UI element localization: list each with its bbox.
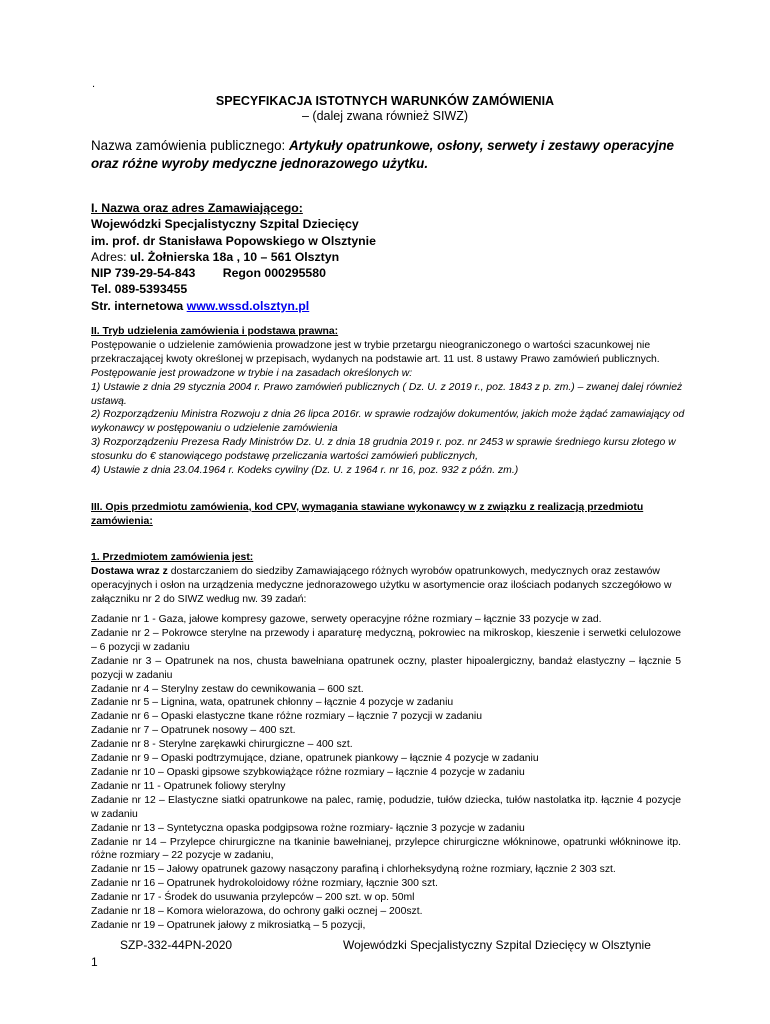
task-item: Zadanie nr 2 – Pokrowce sterylne na przewody i aparaturę medyczną, pokrowiec na mikroskop, kieszenie i serwetki celulozowe – 6 pozycji w zadaniu [91, 627, 681, 653]
order-name [91, 137, 691, 173]
section-2-intro: Postępowanie jest prowadzone w trybie i na zasadach określonych w: [91, 367, 413, 379]
website-link[interactable]: www.wssd.olsztyn.pl [186, 298, 310, 313]
task-item: Zadanie nr 15 – Jałowy opatrunek gazowy nasączony parafiną i chlorheksydyną rożne rozmiary, łącznie 2 303 szt. [91, 864, 616, 876]
document-title: SPECYFIKACJA ISTOTNYCH WARUNKÓW ZAMÓWIENIA [215, 94, 555, 108]
task-item: Zadanie nr 5 – Lignina, wata, opatrunek chłonny – łącznie 4 pozycje w zadaniu [91, 697, 454, 709]
stray-dot: . [92, 78, 96, 90]
delivery-paragraph [91, 565, 691, 607]
task-list [91, 613, 681, 933]
website-label: Str. internetowa [91, 298, 187, 313]
legal-basis-item: 2) Rozporządzeniu Ministra Rozwoju z dnia 26 lipca 2016r. w sprawie rodzajów dokumentów, jakich może żądać zamawiający od wykonawcy w postępowaniu o udzielenie zamówienia [91, 409, 685, 435]
task-item: Zadanie nr 12 – Elastyczne siatki opatrunkowe na palec, ramię, podudzie, tułów dziecka, tułów nastolatka itp. łącznie 4 pozycje w zadaniu [91, 794, 681, 820]
task-item: Zadanie nr 1 - Gaza, jałowe kompresy gazowe, serwety operacyjne różne rozmiary – łącznie 33 pozycje w zad. [91, 614, 602, 625]
order-name-value: Artykuły opatrunkowe, osłony, serwety i zestawy operacyjne oraz różne wyroby medyczne jednorazowego użytku. [91, 138, 675, 171]
delivery-bold: Dostawa wraz z [91, 565, 168, 577]
page-number: 1 [91, 955, 98, 969]
task-item: Zadanie nr 4 – Sterylny zestaw do cewnikowania – 600 szt. [91, 683, 364, 695]
task-item: Zadanie nr 13 – Syntetyczna opaska podgipsowa rożne rozmiary- łącznie 3 pozycje w zadaniu [91, 822, 525, 834]
section-1-heading: I. Nazwa oraz adres Zamawiającego: [91, 201, 303, 215]
section-3-subject [91, 551, 691, 607]
section-2-procedure [91, 325, 691, 478]
task-item: Zadanie nr 18 – Komora wielorazowa, do ochrony gałki ocznej – 200szt. [91, 906, 423, 918]
section-3-1-heading: 1. Przedmiotem zamówienia jest: [91, 552, 254, 563]
section-3-heading: III. Opis przedmiotu zamówienia, kod CPV, wymagania stawiane wykonawcy w z związku z realizacją przedmiotu zamówienia: [91, 502, 644, 527]
address-label: Adres: [91, 249, 130, 264]
org-address [91, 249, 691, 265]
order-name-label: Nazwa zamówienia publicznego: [91, 138, 286, 153]
task-item: Zadanie nr 3 – Opatrunek na nos, chusta bawełniana opatrunek oczny, plaster hipoalergiczny, bandaż elastyczny – łącznie 5 pozycji w zadaniu [91, 655, 681, 681]
section-2-paragraph: Postępowanie o udzielenie zamówienia prowadzone jest w trybie przetargu nieograniczonego o wartości szacunkowej nie przekraczającej kwoty określonej w przepisach, wydanych na podstawie art. 11 ust. 8 ustawy Prawo zamówień publicznych. [91, 339, 660, 365]
org-nip-regon: NIP 739-29-54-843 Regon 000295580 [91, 266, 326, 281]
task-item: Zadanie nr 6 – Opaski elastyczne tkane różne rozmiary – łącznie 7 pozycji w zadaniu [91, 711, 482, 723]
section-1-contracting-authority [91, 200, 691, 314]
legal-basis-item: 4) Ustawie z dnia 23.04.1964 r. Kodeks cywilny (Dz. U. z 1964 r. nr 16, poz. 932 z późn. zm.) [91, 465, 519, 477]
legal-basis-item: 3) Rozporządzeniu Prezesa Rady Ministrów Dz. U. z dnia 18 grudnia 2019 r. poz. nr 2453 w sprawie średniego kursu złotego w stosunku do € stanowiącego podstawę przeliczania wartości zamówień publicznych, [91, 437, 676, 463]
org-patron: im. prof. dr Stanisława Popowskiego w Olsztynie [91, 233, 376, 248]
task-item: Zadanie nr 9 – Opaski podtrzymujące, dziane, opatrunek piankowy – łącznie 4 pozycje w zadaniu [91, 753, 539, 765]
task-item: Zadanie nr 8 - Sterylne zarękawki chirurgiczne – 400 szt. [91, 739, 353, 751]
legal-basis-item: 1) Ustawie z dnia 29 stycznia 2004 r. Prawo zamówień publicznych ( Dz. U. z 2019 r., poz. 1843 z p. zm.) – zwanej dalej również ustawą. [91, 381, 683, 407]
task-item: Zadanie nr 14 – Przylepce chirurgiczne na tkaninie bawełnianej, przylepce chirurgiczne włókninowe, opatrunki włókninowe itp. różne rozmiary – 22 pozycje w zadaniu, [91, 836, 681, 862]
task-item: Zadanie nr 16 – Opatrunek hydrokoloidowy różne rozmiary, łącznie 300 szt. [91, 878, 438, 890]
org-phone: Tel. 089-5393455 [91, 282, 188, 297]
task-item: Zadanie nr 10 – Opaski gipsowe szybkowiążące różne rozmiary – łącznie 4 pozycje w zadaniu [91, 766, 525, 778]
footer-institution: Wojewódzki Specjalistyczny Szpital Dziecięcy w Olsztynie [343, 938, 651, 952]
task-item: Zadanie nr 19 – Opatrunek jałowy z mikrosiatką – 5 pozycji, [91, 919, 366, 931]
org-name: Wojewódzki Specjalistyczny Szpital Dziecięcy [91, 217, 359, 232]
task-item: Zadanie nr 11 - Opatrunek foliowy sterylny [91, 780, 286, 792]
delivery-text: dostarczaniem do siedziby Zamawiającego różnych wyrobów opatrunkowych, medycznych oraz zestawów operacyjnych i osłon na urządzenia medyczne jednorazowego użytku w asortymencie oraz ilościach podanych szczegółowo w załączniku nr 2 do SIWZ według nw. 39 zadań: [91, 565, 672, 605]
footer-reference: SZP-332-44PN-2020 [120, 938, 233, 952]
task-item: Zadanie nr 17 - Środek do usuwania przylepców – 200 szt. w op. 50ml [91, 892, 415, 904]
section-2-heading: II. Tryb udzielenia zamówienia i podstawa prawna: [91, 326, 339, 337]
task-item: Zadanie nr 7 – Opatrunek nosowy – 400 szt. [91, 725, 296, 737]
address-value: ul. Żołnierska 18a , 10 – 561 Olsztyn [129, 249, 340, 264]
document-subtitle: – (dalej zwana również SIWZ) [301, 109, 469, 123]
